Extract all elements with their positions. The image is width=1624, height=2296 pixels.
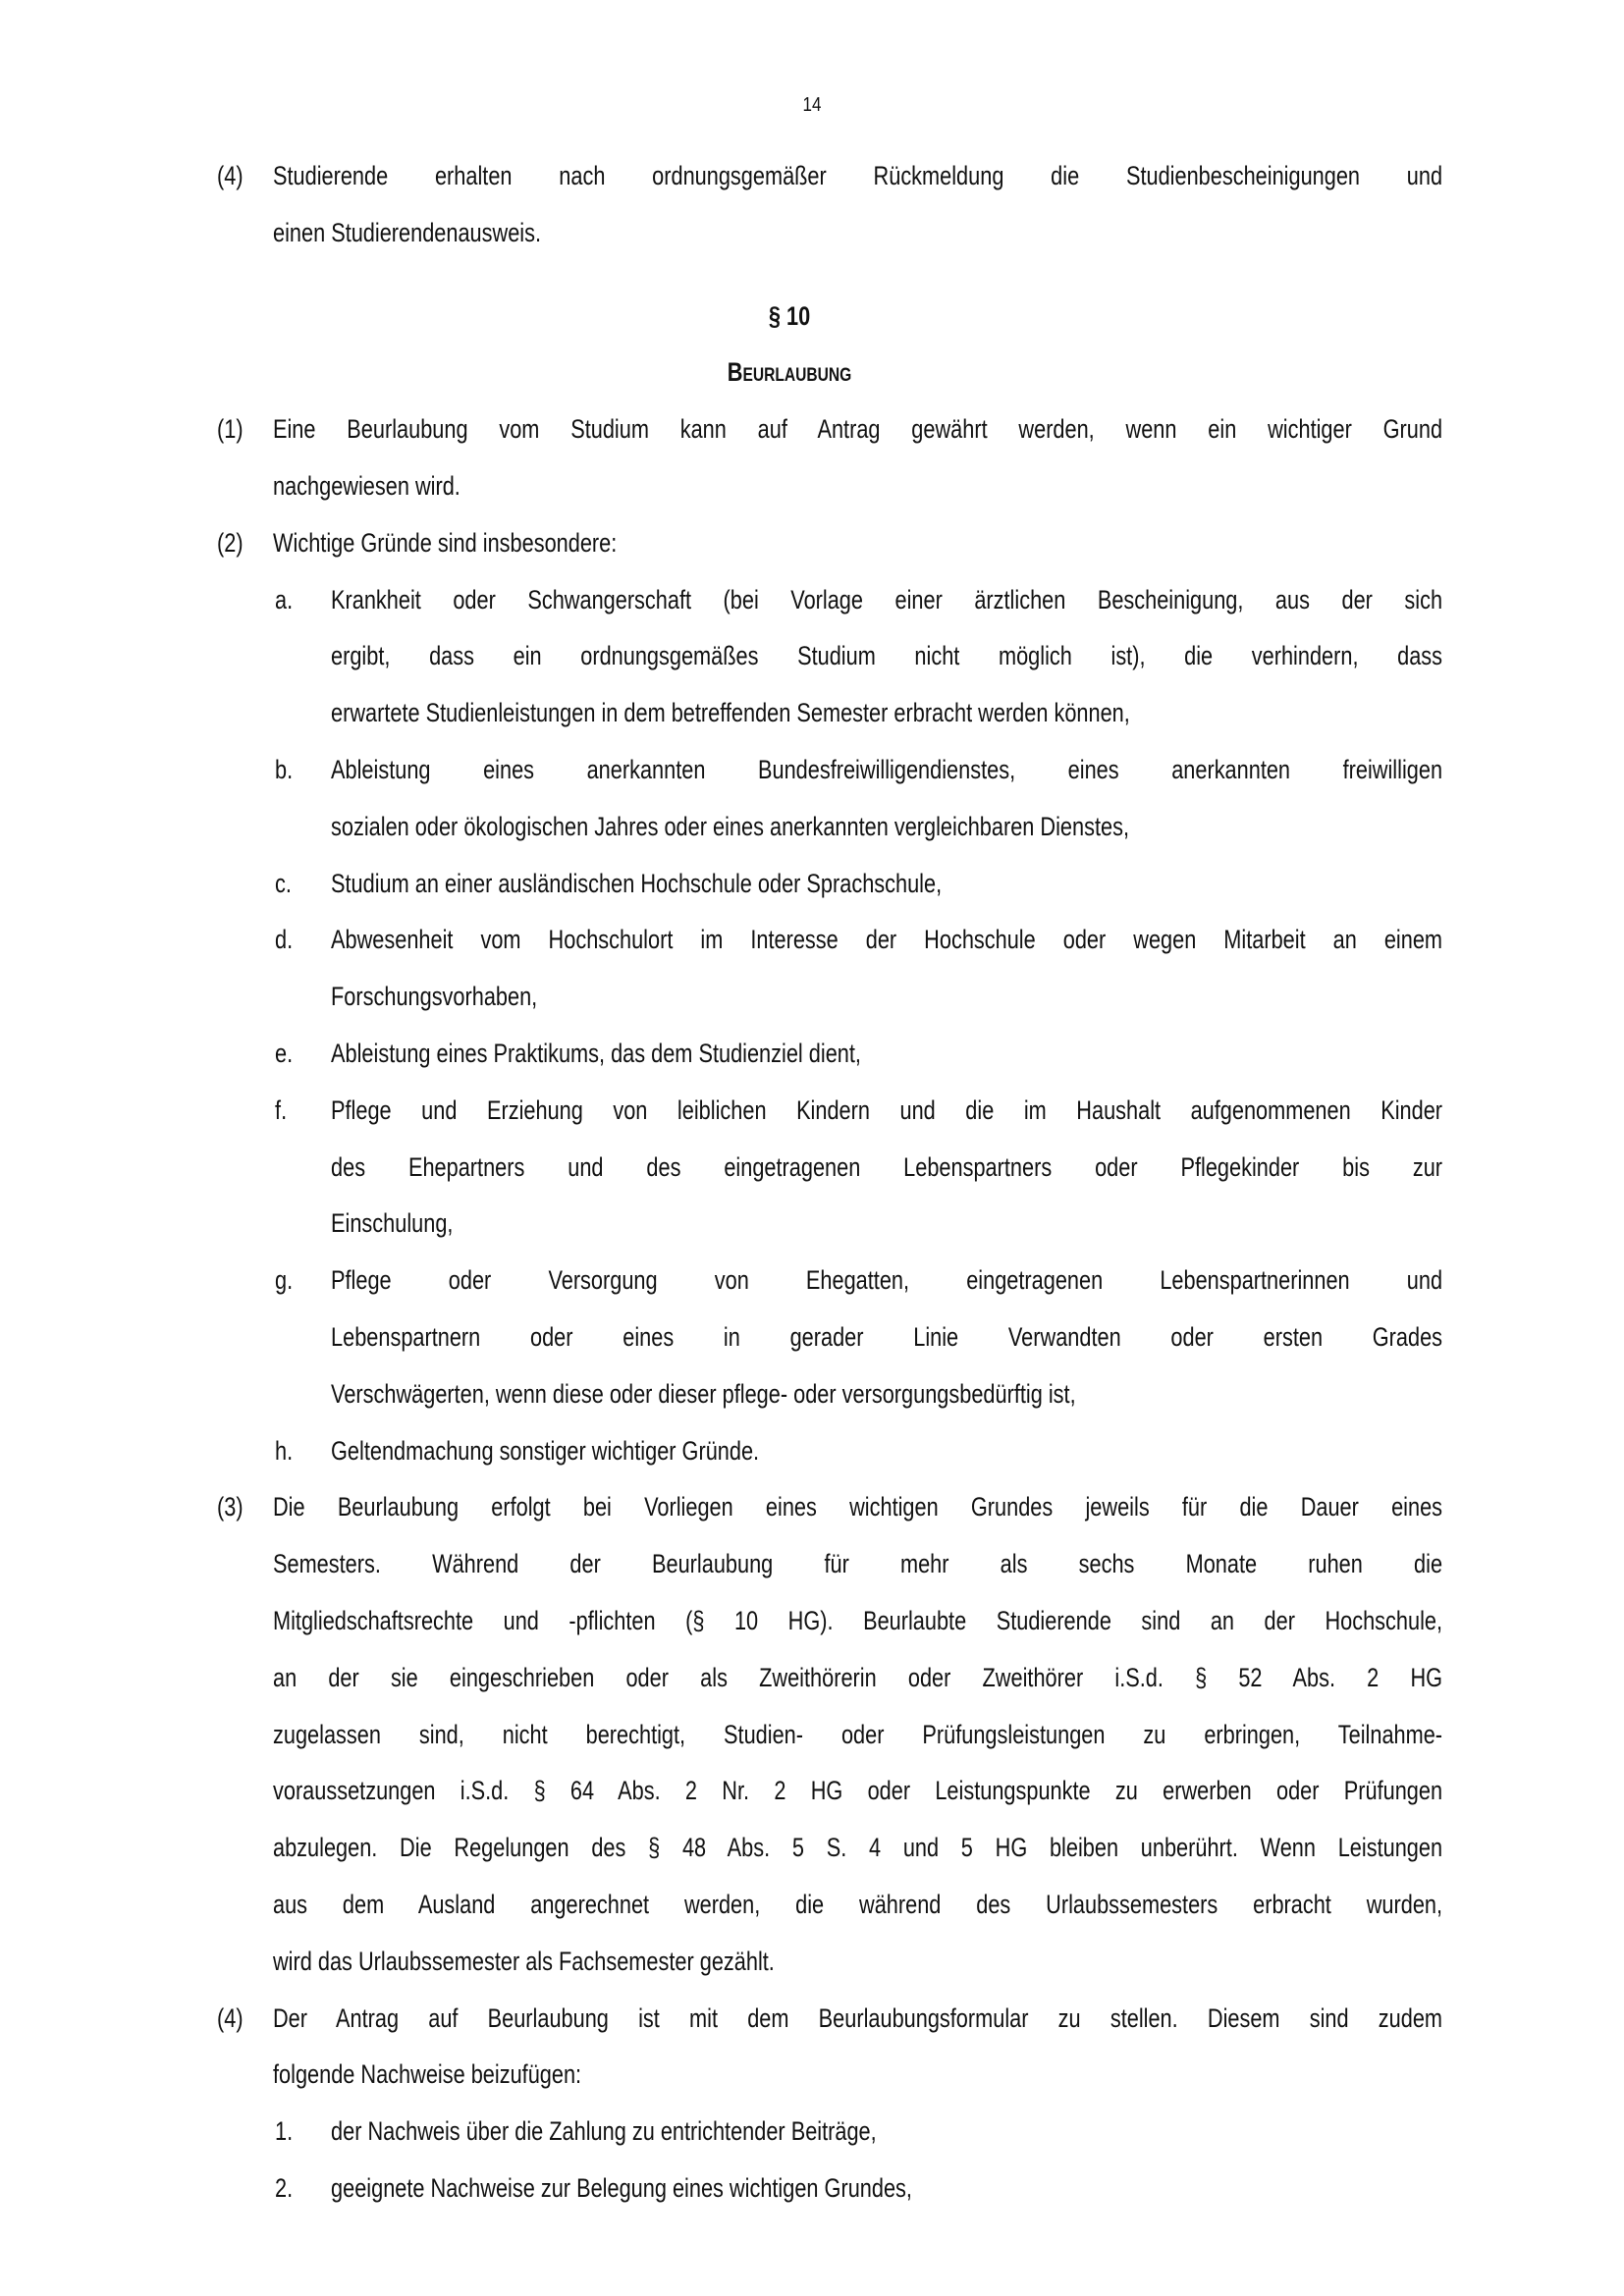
text-line	[217, 2047, 1442, 2104]
list-item	[217, 2161, 1442, 2217]
section-number: § 10	[768, 300, 811, 331]
list-item-label: 1.	[275, 2116, 294, 2147]
text-line	[217, 1536, 1442, 1593]
text-line	[217, 1423, 1442, 1480]
text-line	[217, 1253, 1442, 1309]
line-text: zugelassen sind, nicht berechtigt, Studien- oder Prüfungsleistungen zu erbringen, Teilnahme-	[272, 1719, 1443, 1749]
text-line	[217, 205, 1442, 262]
spacer	[217, 262, 1442, 289]
paragraph-number: (1)	[217, 414, 244, 445]
list-item	[217, 572, 1442, 742]
text-line	[217, 515, 1442, 572]
list-item	[217, 856, 1442, 913]
text-line	[217, 685, 1442, 742]
text-line	[217, 1707, 1442, 1764]
text-line	[217, 1820, 1442, 1877]
line-text: Ableistung eines anerkannten Bundesfreiwilligendienstes, eines anerkannten freiwilligen	[331, 754, 1443, 784]
line-text: einen Studierendenausweis.	[272, 217, 542, 247]
paragraph-number: (2)	[217, 527, 244, 558]
text-line	[217, 1650, 1442, 1707]
line-text: geeignete Nachweise zur Belegung eines wichtigen Grundes,	[331, 2172, 912, 2203]
line-text: Verschwägerten, wenn diese oder dieser pflege- oder versorgungsbedürftig ist,	[331, 1378, 1076, 1409]
paragraph-number: (3)	[217, 1492, 244, 1522]
line-text: an der sie eingeschrieben oder als Zweithörerin oder Zweithörer i.S.d. § 52 Abs. 2 HG	[272, 1662, 1443, 1692]
text-line	[217, 969, 1442, 1026]
line-text: Studierende erhalten nach ordnungsgemäßer Rückmeldung die Studienbescheinigungen und	[272, 161, 1443, 190]
text-line	[217, 1083, 1442, 1140]
line-text: des Ehepartners und des eingetragenen Lebenspartners oder Pflegekinder bis zur	[331, 1151, 1443, 1182]
list-item	[217, 1026, 1442, 1083]
line-text: Einschulung,	[331, 1208, 454, 1239]
list-item-label: a.	[275, 584, 294, 614]
text-line	[217, 572, 1442, 629]
paragraph	[217, 1479, 1442, 1990]
line-text: erwartete Studienleistungen in dem betreffenden Semester erbracht werden können,	[331, 698, 1130, 728]
line-text: nachgewiesen wird.	[272, 470, 460, 501]
text-line	[217, 1877, 1442, 1934]
line-text: Abwesenheit vom Hochschulort im Interesse der Hochschule oder wegen Mitarbeit an einem	[331, 925, 1443, 955]
list-item-label: 2.	[275, 2172, 294, 2203]
text-line	[217, 458, 1442, 515]
text-line	[217, 1309, 1442, 1366]
text-line	[217, 628, 1442, 685]
line-text: voraussetzungen i.S.d. § 64 Abs. 2 Nr. 2 HG oder Leistungspunkte zu erwerben oder Prüfungen	[272, 1776, 1443, 1806]
list-item-label: b.	[275, 754, 294, 784]
list-item	[217, 1253, 1442, 1422]
line-text: Geltendmachung sonstiger wichtiger Gründe.	[331, 1435, 760, 1466]
text-line	[217, 1196, 1442, 1253]
text-line	[217, 1934, 1442, 1991]
line-text: Forschungsvorhaben,	[331, 982, 538, 1012]
list-item	[217, 1423, 1442, 1480]
text-line	[217, 1026, 1442, 1083]
line-text: Wichtige Gründe sind insbesondere:	[272, 527, 618, 558]
text-line	[217, 1593, 1442, 1650]
line-text: folgende Nachweise beizufügen:	[272, 2059, 582, 2090]
section-title: Beurlaubung	[727, 357, 852, 388]
list-item-label: h.	[275, 1435, 294, 1466]
list-item	[217, 742, 1442, 856]
text-line	[217, 2104, 1442, 2161]
line-text: Semesters. Während der Beurlaubung für mehr als sechs Monate ruhen die	[272, 1549, 1443, 1579]
line-text: Studium an einer ausländischen Hochschule oder Sprachschule,	[331, 868, 943, 898]
text-line	[217, 742, 1442, 799]
paragraph-number: (4)	[217, 2002, 244, 2033]
line-text: Krankheit oder Schwangerschaft (bei Vorlage einer ärztlichen Bescheinigung, aus der sich	[331, 584, 1443, 614]
paragraph	[217, 401, 1442, 515]
text-line	[217, 2161, 1442, 2217]
line-text: der Nachweis über die Zahlung zu entrichtender Beiträge,	[331, 2116, 877, 2147]
text-line	[217, 912, 1442, 969]
text-line	[217, 1763, 1442, 1820]
line-text: wird das Urlaubssemester als Fachsemester gezählt.	[272, 1946, 775, 1976]
list-item-label: f.	[275, 1095, 288, 1125]
text-line	[217, 1991, 1442, 2048]
text-line	[217, 1479, 1442, 1536]
text-line	[217, 1366, 1442, 1423]
text-line	[217, 856, 1442, 913]
list-item-label: d.	[275, 925, 294, 955]
page-number: 14	[802, 94, 822, 116]
line-text: Der Antrag auf Beurlaubung ist mit dem Beurlaubungsformular zu stellen. Diesem sind zudem	[272, 2002, 1443, 2033]
line-text: Eine Beurlaubung vom Studium kann auf Antrag gewährt werden, wenn ein wichtiger Grund	[272, 414, 1443, 445]
paragraph	[217, 1991, 1442, 2105]
line-text: ergibt, dass ein ordnungsgemäßes Studium nicht möglich ist), die verhindern, dass	[331, 641, 1443, 671]
line-text: sozialen oder ökologischen Jahres oder eines anerkannten vergleichbaren Dienstes,	[331, 811, 1129, 841]
list-item-label: g.	[275, 1265, 294, 1296]
list-item	[217, 1083, 1442, 1253]
text-line	[217, 148, 1442, 205]
list-item	[217, 2104, 1442, 2161]
list-item-label: c.	[275, 868, 292, 898]
paragraph	[217, 515, 1442, 572]
line-text: Lebenspartnern oder eines in gerader Linie Verwandten oder ersten Grades	[331, 1321, 1443, 1352]
paragraph	[217, 148, 1442, 262]
line-text: Mitgliedschaftsrechte und -pflichten (§ 10 HG). Beurlaubte Studierende sind an der Hochschule,	[272, 1605, 1443, 1635]
line-text: aus dem Ausland angerechnet werden, die während des Urlaubssemesters erbracht wurden,	[272, 1889, 1443, 1919]
list-item-label: e.	[275, 1038, 294, 1068]
paragraph-number: (4)	[217, 161, 244, 190]
list-item	[217, 912, 1442, 1026]
line-text: Pflege oder Versorgung von Ehegatten, eingetragenen Lebenspartnerinnen und	[331, 1265, 1443, 1296]
line-text: Die Beurlaubung erfolgt bei Vorliegen eines wichtigen Grundes jeweils für die Dauer eines	[272, 1492, 1443, 1522]
text-line	[217, 401, 1442, 458]
document-body	[217, 148, 1442, 2217]
line-text: Pflege und Erziehung von leiblichen Kindern und die im Haushalt aufgenommenen Kinder	[331, 1095, 1443, 1125]
text-line	[217, 799, 1442, 856]
line-text: Ableistung eines Praktikums, das dem Studienziel dient,	[331, 1038, 861, 1068]
line-text: abzulegen. Die Regelungen des § 48 Abs. 5 S. 4 und 5 HG bleiben unberührt. Wenn Leistungen	[272, 1833, 1443, 1863]
text-line	[217, 1140, 1442, 1197]
